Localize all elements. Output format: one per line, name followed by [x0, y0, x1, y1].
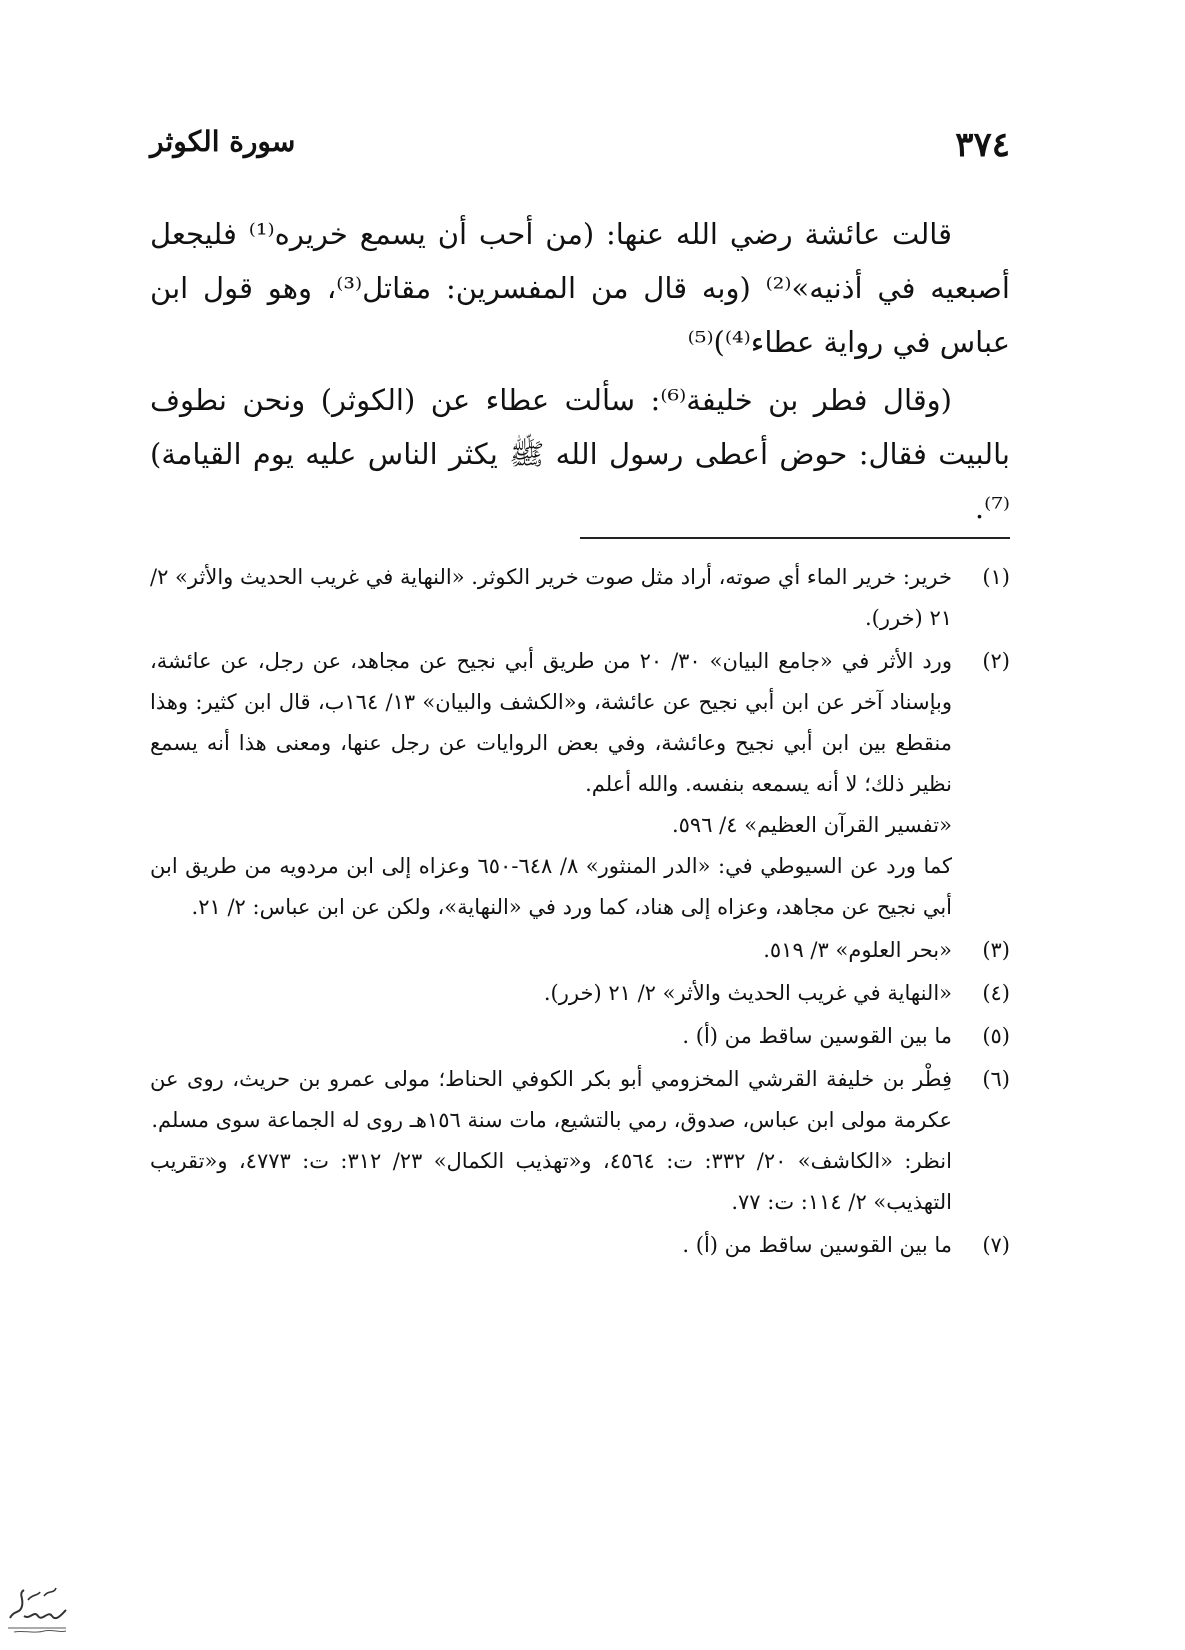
- body-paragraph: (وقال فطر بن خليفة⁽⁶⁾: سألت عطاء عن (الكوثر) ونحن نطوف بالبيت فقال: حوض أعطى رسول الله ﷺ يكثر الناس عليه يوم القيامة)⁽⁷⁾.: [150, 383, 1010, 525]
- running-title: سورة الكوثر: [150, 125, 296, 158]
- footnote-text: خرير: خرير الماء أي صوته، أراد مثل صوت خرير الكوثر. «النهاية في غريب الحديث والأثر» ٢/ ٢١ (خرر).: [150, 565, 952, 630]
- footnote-number: (٦): [982, 1067, 1010, 1091]
- footnote-text: كما ورد عن السيوطي في: «الدر المنثور» ٨/ ٦٤٨-٦٥٠ وعزاه إلى ابن مردويه من طريق ابن أبي نجيح عن مجاهد، وعزاه إلى هناد، كما ورد في «النهاية»، ولكن عن ابن عباس: ٢/ ٢١.: [150, 854, 953, 919]
- footnote-6: [150, 1059, 1010, 1223]
- footnote-number: (٣): [982, 938, 1010, 962]
- footnote-text: «تفسير القرآن العظيم» ٤/ ٥٩٦.: [671, 813, 952, 837]
- footnote-number: (٧): [982, 1233, 1010, 1257]
- footnote-number: (٤): [982, 981, 1010, 1005]
- footnotes: [150, 557, 1010, 1268]
- watermark-logo: [4, 1580, 70, 1636]
- footnote-2: [150, 641, 1010, 928]
- footnote-text: «بحر العلوم» ٣/ ٥١٩.: [763, 938, 952, 962]
- main-text: [150, 207, 1010, 539]
- footnote-text: فِطْر بن خليفة القرشي المخزومي أبو بكر الكوفي الحناط؛ مولى عمرو بن حريث، روى عن عكرمة مولى ابن عباس، صدوق، رمي بالتشيع، مات سنة ١٥٦هـ روى له الجماعة سوى مسلم.: [150, 1067, 952, 1132]
- footnote-text: «النهاية في غريب الحديث والأثر» ٢/ ٢١ (خرر).: [543, 981, 952, 1005]
- page-number: ٣٧٤: [955, 125, 1010, 165]
- footnote-7: [150, 1225, 1010, 1266]
- footnote-number: (١): [982, 565, 1010, 589]
- body-paragraph: قالت عائشة رضي الله عنها: (من أحب أن يسمع خريره⁽¹⁾ فليجعل أصبعيه في أذنيه»⁽²⁾ (وبه قال من المفسرين: مقاتل⁽³⁾، وهو قول ابن عباس في رواية عطاء⁽⁴⁾)⁽⁵⁾: [150, 217, 1010, 359]
- footnote-3: [150, 930, 1010, 971]
- footnote-1: [150, 557, 1010, 639]
- footnote-divider: [580, 537, 1010, 539]
- footnote-text: ورد الأثر في «جامع البيان» ٣٠/ ٢٠ من طريق أبي نجيح عن مجاهد، عن رجل، عن عائشة، وبإسناد آخر عن ابن أبي نجيح عن عائشة، و«الكشف والبيان» ١٣/ ١٦٤ب، قال ابن كثير: وهذا منقطع بين ابن أبي نجيح وعائشة، وفي بعض الروايات عن رجل عنها، ومعنى هذا أنه يسمع نظير ذلك؛ لا أنه يسمعه بنفسه. والله أعلم.: [150, 649, 952, 796]
- footnote-text: ما بين القوسين ساقط من (أ) .: [682, 1233, 952, 1257]
- footnote-text: ما بين القوسين ساقط من (أ) .: [682, 1024, 952, 1048]
- page-header: [150, 125, 1010, 175]
- footnote-number: (٢): [982, 649, 1010, 673]
- footnote-number: (٥): [982, 1024, 1010, 1048]
- footnote-4: [150, 973, 1010, 1014]
- footnote-5: [150, 1016, 1010, 1057]
- footnote-text: انظر: «الكاشف» ٢٠/ ٣٣٢: ت: ٤٥٦٤، و«تهذيب الكمال» ٢٣/ ٣١٢: ت: ٤٧٧٣، و«تقريب التهذيب» ٢/ ١١٤: ت: ٧٧.: [150, 1149, 952, 1214]
